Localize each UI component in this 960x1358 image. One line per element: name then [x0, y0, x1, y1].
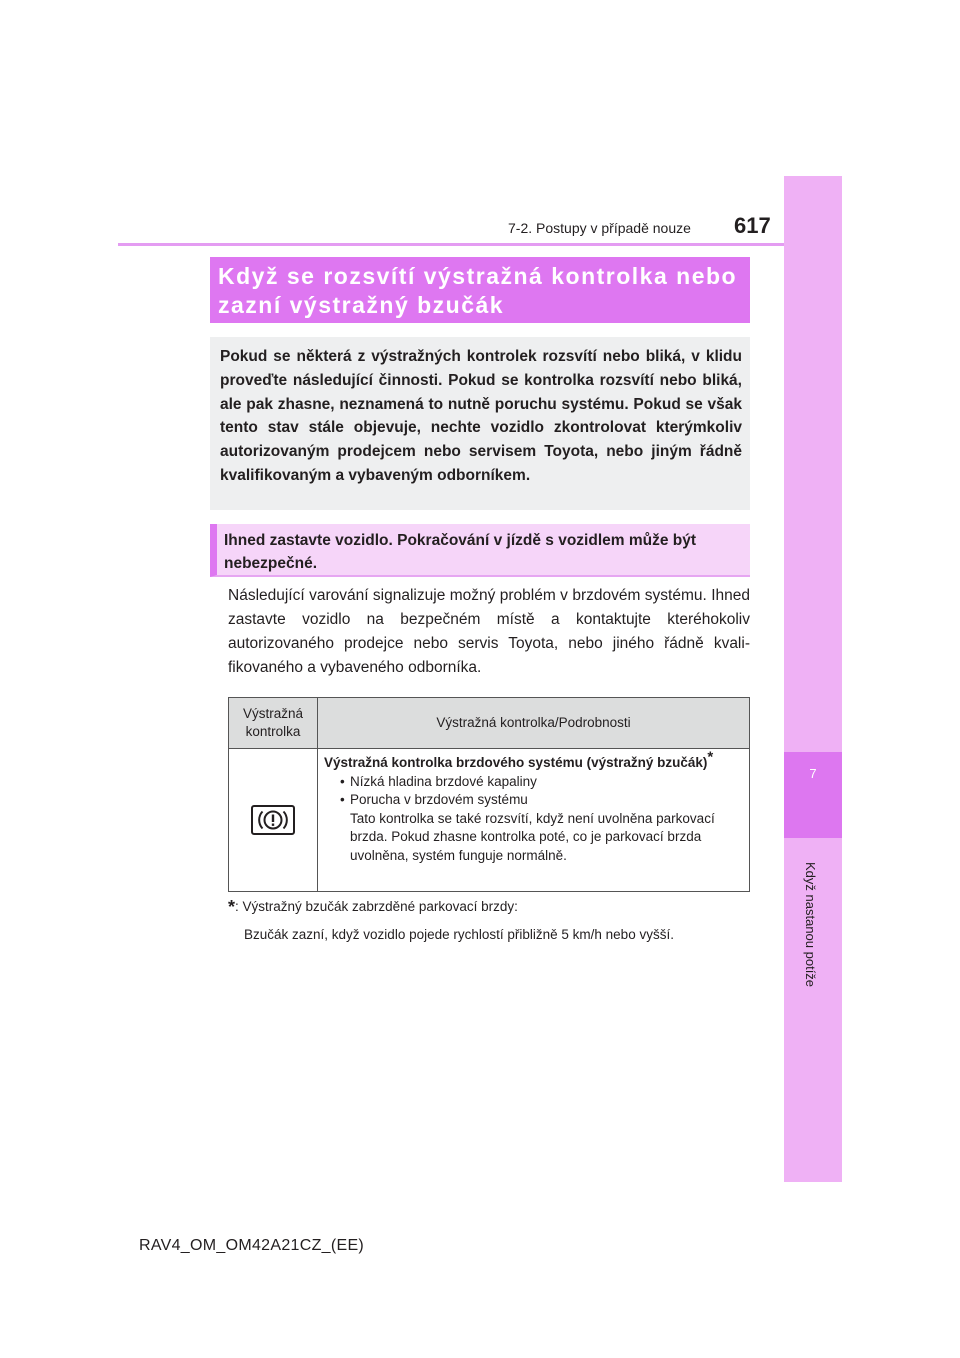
list-item-text: Porucha v brzdovém systému [350, 792, 528, 807]
footnote-text: Bzučák zazní, když vozidlo pojede rychlostí přibližně 5 km/h nebo vyšší. [244, 927, 674, 942]
details-title [324, 748, 743, 773]
details-cell [318, 749, 750, 892]
warning-table [228, 697, 750, 892]
footnote [228, 896, 750, 944]
list-item [340, 791, 743, 865]
footnote-mark: * [228, 897, 236, 917]
details-extra: Tato kontrolka se také rozsvítí, když není uvolněna parkovací brzda. Pokud zhasne kontrolka poté, co je parkovací brzda uvolněna, systém funguje normálně. [350, 810, 715, 863]
chapter-title: Když nastanou potíže [803, 862, 818, 988]
intro-text: Pokud se některá z výstražných kontrolek rozsvítí nebo bliká, v klidu proveďte následující činnosti. Pokud se kontrolka rozsvítí nebo bliká, ale pak zhasne, neznamená to nutně poruchu systému. Pokud se však tento stav stále objevuje, nechte vozidlo zkontrolovat kterýmkoliv autorizovaným prodejcem nebo servisem Toyota, nebo jiným řádně kvalifikovaným a vybaveným odborníkem. [220, 348, 742, 484]
table-header-row [229, 698, 750, 749]
footnote-label: : Výstražný bzučák zabrzděné parkovací brzdy: [235, 899, 518, 914]
footnote-label-line [228, 896, 750, 918]
page-number: 617 [734, 213, 771, 238]
details-bullets [324, 773, 743, 866]
warning-heading-box [210, 524, 750, 577]
chapter-number: 7 [809, 766, 817, 781]
page-title-line2: zazní výstražný bzučák [218, 292, 505, 318]
details-title-text: Výstražná kontrolka brzdového systému (výstražný bzučák) [324, 755, 708, 770]
body-text: Následující varování signalizuje možný problém v brzdovém systému. Ihned zastavte vozidlo na bezpečném místě a kontaktujte kteréhokoliv autorizovaného prodejce nebo servis Toyota, nebo jiného řádně kvalifikovaného a vybaveného odborníka. [228, 587, 750, 676]
list-item: • Nízká hladina brzdové kapaliny [340, 773, 743, 792]
table-header-details: Výstražná kontrolka/Podrobnosti [318, 698, 750, 749]
document-code: RAV4_OM_OM42A21CZ_(EE) [139, 1237, 365, 1254]
warning-heading: Ihned zastavte vozidlo. Pokračování v jízdě s vozidlem může být nebezpečné. [224, 532, 697, 572]
intro-box [210, 337, 750, 510]
title-box [210, 257, 750, 323]
brake-system-warning-icon [251, 805, 295, 835]
page-title [218, 262, 740, 320]
header-rule [118, 243, 784, 246]
table-header-indicator: Výstražná kontrolka [229, 698, 318, 749]
indicator-cell [229, 749, 318, 892]
asterisk-mark: * [707, 748, 714, 766]
section-label: 7-2. Postupy v případě nouze [508, 220, 691, 236]
table-row [229, 749, 750, 892]
page-title-line1: Když se rozsvítí výstražná kontrolka nebo [218, 263, 738, 289]
chapter-number-tab [784, 752, 842, 838]
chapter-side-tab [784, 176, 842, 1182]
